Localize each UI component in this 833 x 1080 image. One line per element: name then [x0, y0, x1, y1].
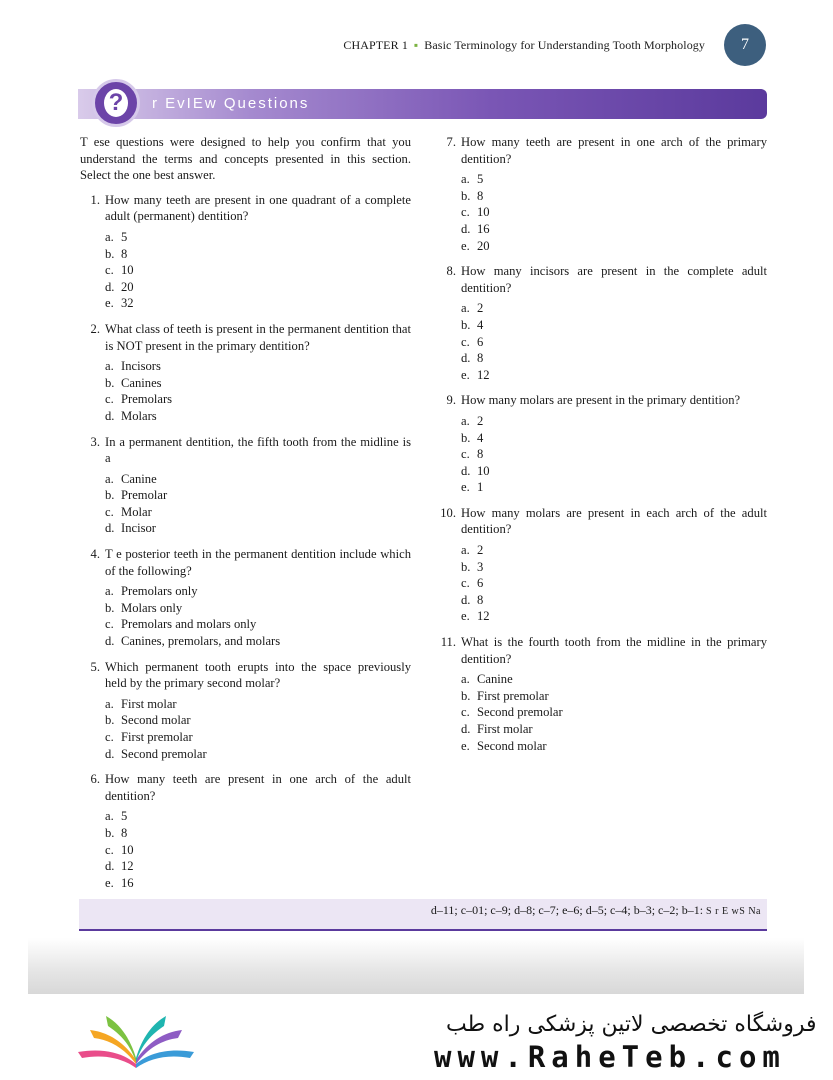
answer-option — [105, 246, 411, 263]
question-number: 5. — [90, 659, 100, 674]
option-letter: e. — [461, 738, 470, 753]
question-row — [436, 392, 767, 409]
answer-option — [461, 608, 767, 625]
option-letter: c. — [105, 842, 114, 857]
option-letter: d. — [461, 351, 471, 366]
question-item — [436, 505, 767, 625]
option-list — [105, 358, 411, 424]
option-letter: c. — [461, 447, 470, 462]
option-text: First molar — [121, 696, 177, 711]
option-list — [105, 471, 411, 537]
question-item — [80, 771, 411, 891]
option-letter: b. — [461, 317, 471, 332]
option-letter: b. — [105, 246, 115, 261]
shop-url: www.RaheTeb.com — [434, 1040, 786, 1074]
book-logo-icon — [72, 1008, 200, 1074]
answer-option — [105, 358, 411, 375]
answer-option — [105, 391, 411, 408]
option-text: First premolar — [121, 730, 193, 744]
answer-key-label: S r E wS Na — [706, 906, 761, 917]
answer-option — [461, 413, 767, 430]
page-number: 7 — [724, 24, 766, 66]
option-text: 10 — [477, 205, 490, 220]
question-row — [80, 321, 411, 354]
question-list-right — [436, 134, 767, 754]
answer-option — [461, 463, 767, 480]
option-text: 8 — [477, 592, 484, 607]
option-letter: c. — [105, 504, 114, 519]
review-title: r EvIEw Questions — [152, 95, 310, 112]
answer-option — [461, 688, 767, 705]
option-text: Molar — [121, 504, 152, 519]
question-item — [80, 192, 411, 312]
question-text: What class of teeth is present in the permanent dentition that is NOT present in the primary dentition? — [105, 321, 411, 353]
option-letter: b. — [105, 825, 115, 840]
option-text: Incisor — [121, 521, 156, 536]
answer-option — [105, 842, 411, 859]
option-list — [105, 808, 411, 891]
option-letter: a. — [105, 359, 114, 374]
chapter-label: CHAPTER 1 — [343, 38, 408, 52]
answer-option — [461, 334, 767, 351]
option-text: 32 — [121, 296, 134, 311]
option-text: 16 — [121, 875, 134, 890]
option-letter: d. — [105, 279, 115, 294]
option-text: 4 — [477, 317, 484, 332]
option-text: 20 — [121, 279, 134, 294]
option-text: Canines, premolars, and molars — [121, 634, 281, 649]
option-text: 8 — [121, 825, 128, 840]
question-mark-icon — [92, 79, 140, 127]
chapter-title: Basic Terminology for Understanding Tooth Morphology — [424, 38, 705, 52]
question-row — [80, 546, 411, 579]
question-item — [80, 321, 411, 425]
shop-name: فروشگاه تخصصی لاتین پزشکی راه طب — [446, 1012, 817, 1037]
chapter-heading — [343, 38, 705, 53]
option-text: Premolars — [121, 392, 173, 407]
answer-option — [105, 229, 411, 246]
option-letter: d. — [105, 408, 115, 423]
answer-option — [105, 600, 411, 617]
question-text: What is the fourth tooth from the midline in the primary dentition? — [461, 635, 767, 666]
option-text: Canine — [477, 672, 513, 687]
question-item — [436, 263, 767, 383]
answer-option — [461, 671, 767, 688]
question-item — [80, 546, 411, 650]
option-letter: c. — [105, 730, 114, 744]
option-text: Molars — [121, 408, 157, 423]
option-letter: c. — [105, 617, 114, 632]
option-letter: a. — [461, 672, 470, 687]
option-letter: e. — [105, 875, 114, 890]
option-text: Second premolar — [121, 746, 207, 761]
question-row — [80, 771, 411, 804]
answer-option — [461, 479, 767, 496]
option-text: 12 — [477, 367, 490, 382]
option-text: Second premolar — [477, 705, 563, 720]
option-letter: d. — [461, 592, 471, 607]
option-text: Second molar — [121, 713, 191, 728]
question-item — [436, 392, 767, 496]
option-letter: b. — [461, 559, 471, 574]
answer-option — [461, 738, 767, 755]
answer-key-text — [431, 903, 761, 918]
option-letter: c. — [105, 263, 114, 278]
option-letter: a. — [105, 584, 114, 599]
answer-option — [105, 616, 411, 633]
answer-option — [461, 238, 767, 255]
question-item — [80, 434, 411, 538]
option-letter: d. — [461, 463, 471, 478]
option-letter: b. — [105, 375, 115, 390]
option-text: 5 — [477, 172, 484, 187]
answer-option — [105, 858, 411, 875]
question-text: How many teeth are present in one arch of the adult dentition? — [105, 772, 411, 803]
question-text: How many incisors are present in the complete adult dentition? — [461, 264, 767, 295]
option-list — [461, 413, 767, 496]
answer-option — [105, 825, 411, 842]
option-text: 20 — [477, 238, 490, 253]
option-letter: c. — [461, 205, 470, 220]
question-number: 1. — [90, 192, 100, 207]
question-row — [436, 634, 767, 667]
separator-dot: ▪ — [413, 38, 419, 52]
option-text: 12 — [477, 609, 490, 624]
question-number: 9. — [446, 393, 456, 408]
answer-option — [461, 446, 767, 463]
question-row — [436, 505, 767, 538]
option-letter: e. — [461, 238, 470, 253]
answer-option — [105, 696, 411, 713]
option-text: Premolars and molars only — [121, 617, 257, 632]
answer-option — [461, 559, 767, 576]
question-number: 2. — [90, 321, 100, 336]
question-number: 7. — [446, 135, 456, 149]
answer-option — [461, 367, 767, 384]
option-text: 8 — [121, 246, 128, 261]
option-letter: d. — [105, 859, 115, 874]
answer-option — [105, 487, 411, 504]
option-letter: a. — [461, 301, 470, 316]
option-letter: a. — [105, 471, 114, 486]
answer-option — [461, 171, 767, 188]
question-row — [80, 192, 411, 225]
option-text: 12 — [121, 859, 134, 874]
question-number: 4. — [90, 547, 100, 562]
option-list — [461, 671, 767, 754]
question-text: How many teeth are present in one arch of the primary dentition? — [461, 135, 767, 166]
option-text: 3 — [477, 559, 484, 574]
answer-option — [461, 721, 767, 738]
option-letter: a. — [105, 229, 114, 244]
option-letter: b. — [461, 188, 471, 203]
question-text: Which permanent tooth erupts into the space previously held by the primary second molar? — [105, 659, 411, 691]
option-letter: a. — [461, 413, 470, 428]
option-letter: d. — [461, 221, 471, 236]
option-text: 4 — [477, 430, 484, 445]
option-text: Premolar — [121, 488, 168, 503]
answer-option — [461, 575, 767, 592]
option-letter: b. — [105, 600, 115, 615]
option-letter: d. — [461, 722, 471, 736]
option-letter: d. — [105, 634, 115, 649]
answer-option — [105, 279, 411, 296]
question-number: 8. — [446, 264, 456, 279]
option-list — [461, 542, 767, 625]
question-text: How many molars are present in each arch of the adult dentition? — [461, 505, 767, 537]
option-text: 8 — [477, 447, 484, 462]
option-letter: a. — [461, 543, 470, 558]
answer-option — [461, 350, 767, 367]
answer-option — [105, 295, 411, 312]
answer-option — [461, 188, 767, 205]
option-text: Molars only — [121, 600, 183, 615]
bottom-shadow — [28, 938, 804, 994]
option-text: 6 — [477, 576, 484, 591]
question-row — [80, 659, 411, 692]
question-mark-glyph: ? — [104, 89, 128, 117]
option-letter: c. — [461, 576, 470, 591]
question-row — [80, 434, 411, 467]
option-text: Canines — [121, 375, 162, 390]
answer-option — [105, 583, 411, 600]
answer-key — [79, 899, 767, 931]
answer-option — [105, 408, 411, 425]
answer-option — [105, 746, 411, 763]
answer-option — [461, 221, 767, 238]
option-list — [105, 583, 411, 649]
question-row — [436, 134, 767, 167]
question-number: 6. — [90, 772, 100, 787]
option-list — [461, 300, 767, 383]
answer-option — [105, 729, 411, 746]
question-number: 11. — [440, 635, 456, 650]
option-letter: a. — [461, 172, 470, 187]
question-number: 10. — [440, 505, 456, 520]
option-text: 10 — [477, 463, 490, 478]
option-list — [105, 696, 411, 762]
option-text: Canine — [121, 471, 157, 486]
question-text: How many molars are present in the primary dentition? — [461, 393, 741, 408]
answer-option — [461, 542, 767, 559]
option-letter: b. — [461, 688, 471, 703]
left-column — [80, 134, 411, 900]
question-item — [80, 659, 411, 763]
answer-option — [105, 808, 411, 825]
option-letter: c. — [461, 334, 470, 349]
question-list-left — [80, 192, 411, 892]
option-letter: b. — [105, 488, 115, 503]
option-list — [105, 229, 411, 312]
question-text: In a permanent dentition, the fifth tooth from the midline is a — [105, 434, 411, 466]
answer-option — [461, 204, 767, 221]
option-text: 10 — [121, 263, 134, 278]
option-letter: d. — [105, 521, 115, 536]
option-letter: e. — [461, 480, 470, 495]
answer-option — [461, 430, 767, 447]
answer-option — [105, 375, 411, 392]
option-letter: d. — [105, 746, 115, 761]
option-text: Premolars only — [121, 584, 198, 599]
question-text: T e posterior teeth in the permanent dentition include which of the following? — [105, 547, 411, 578]
answer-option — [105, 633, 411, 650]
question-item — [436, 134, 767, 254]
option-letter: b. — [461, 430, 471, 445]
answer-option — [105, 504, 411, 521]
option-text: 10 — [121, 842, 134, 857]
option-letter: e. — [461, 367, 470, 382]
option-text: 8 — [477, 188, 484, 203]
option-letter: e. — [105, 296, 114, 311]
intro-text: T ese questions were designed to help you confirm that you understand the terms and concepts presented in this section. Select the one best answer. — [80, 135, 411, 183]
option-text: 5 — [121, 229, 128, 244]
answer-option — [461, 704, 767, 721]
option-text: 16 — [477, 221, 490, 236]
option-text: 5 — [121, 809, 128, 824]
option-letter: b. — [105, 713, 115, 728]
option-letter: c. — [461, 705, 470, 720]
option-text: 2 — [477, 543, 484, 558]
answer-option — [105, 520, 411, 537]
answer-key-values: d–11; c–01; c–9; d–8; c–7; e–6; d–5; c–4; b–3; c–2; b–1: — [430, 903, 704, 917]
option-letter: c. — [105, 392, 114, 407]
right-column — [436, 134, 767, 763]
question-item — [436, 634, 767, 754]
answer-option — [105, 875, 411, 892]
option-letter: a. — [105, 696, 114, 711]
option-text: Incisors — [121, 359, 161, 374]
answer-option — [461, 300, 767, 317]
answer-option — [105, 471, 411, 488]
answer-option — [105, 262, 411, 279]
answer-option — [461, 592, 767, 609]
answer-option — [461, 317, 767, 334]
option-text: 1 — [477, 480, 484, 495]
option-text: First molar — [477, 722, 533, 736]
option-letter: e. — [461, 609, 470, 624]
option-text: 6 — [477, 334, 484, 349]
question-number: 3. — [90, 434, 100, 449]
question-row — [436, 263, 767, 296]
question-text: How many teeth are present in one quadrant of a complete adult (permanent) dentition? — [105, 192, 411, 224]
page-header — [0, 36, 833, 56]
option-letter: a. — [105, 809, 114, 824]
option-list — [461, 171, 767, 254]
option-text: 2 — [477, 413, 484, 428]
option-text: Second molar — [477, 738, 547, 753]
answer-option — [105, 712, 411, 729]
option-text: 8 — [477, 351, 484, 366]
option-text: 2 — [477, 301, 484, 316]
option-text: First premolar — [477, 688, 549, 703]
